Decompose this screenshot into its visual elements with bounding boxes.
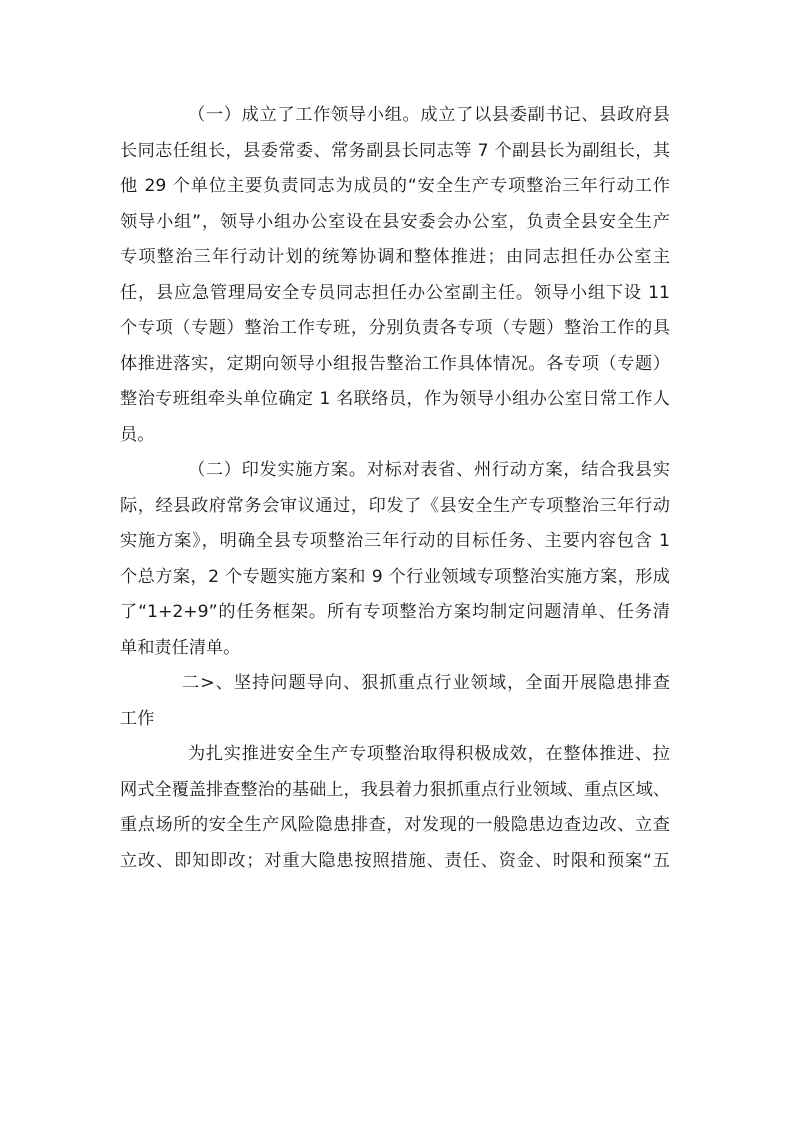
text-line: 专项整治三年行动计划的统筹协调和整体推进；由同志担任办公室主 — [120, 247, 670, 267]
text-line: 个专项（专题）整治工作专班，分别负责各专项（专题）整治工作的具 — [120, 318, 670, 338]
text-line: 了“1+2+9”的任务框架。所有专项整治方案均制定问题清单、任务清 — [120, 602, 670, 622]
text-line: 体推进落实，定期向领导小组报告整治工作具体情况。各专项（专题） — [120, 353, 670, 374]
text-line: （二）印发实施方案。对标对表省、州行动方案，结合我县实 — [188, 460, 670, 480]
text-line: 重点场所的安全生产风险隐患排查，对发现的一般隐患边查边改、立查 — [120, 815, 670, 835]
paragraph-leadership-group — [120, 98, 670, 453]
text-line: 他 29 个单位主要负责同志为成员的“安全生产专项整治三年行动工作 — [120, 176, 670, 196]
text-line: 员。 — [120, 424, 155, 445]
text-line: 立改、即知即改；对重大隐患按照措施、责任、资金、时限和预案“五 — [120, 850, 670, 871]
section-heading — [120, 666, 670, 737]
paragraph-hazard-inspection — [120, 737, 670, 879]
text-line: 长同志任组长，县委常委、常务副县长同志等 7 个副县长为副组长，其 — [120, 140, 670, 161]
text-line: 个总方案，2 个专题实施方案和 9 个行业领域专项整治实施方案，形成 — [120, 566, 670, 587]
text-line: 单和责任清单。 — [120, 637, 241, 658]
text-line: 整治专班组牵头单位确定 1 名联络员，作为领导小组办公室日常工作人 — [120, 389, 670, 409]
text-line: 任，县应急管理局安全专员同志担任办公室副主任。领导小组下设 11 — [120, 282, 670, 303]
text-line: 二>、坚持问题导向、狠抓重点行业领域，全面开展隐患排查 — [182, 673, 670, 693]
text-line: 网式全覆盖排查整治的基础上，我县着力狠抓重点行业领域、重点区域、 — [120, 779, 671, 800]
text-line: 为扎实推进安全生产专项整治取得积极成效，在整体推进、拉 — [188, 744, 670, 764]
text-line: 实施方案》，明确全县专项整治三年行动的目标任务、主要内容包含 1 — [120, 531, 670, 551]
text-line: 工作 — [120, 708, 155, 729]
text-line: 领导小组”，领导小组办公室设在县安委会办公室，负责全县安全生产 — [120, 211, 670, 232]
paragraph-implementation-plan — [120, 453, 670, 666]
text-line: （一）成立了工作领导小组。成立了以县委副书记、县政府县 — [188, 105, 670, 125]
text-line: 际，经县政府常务会审议通过，印发了《县安全生产专项整治三年行动 — [120, 495, 670, 516]
